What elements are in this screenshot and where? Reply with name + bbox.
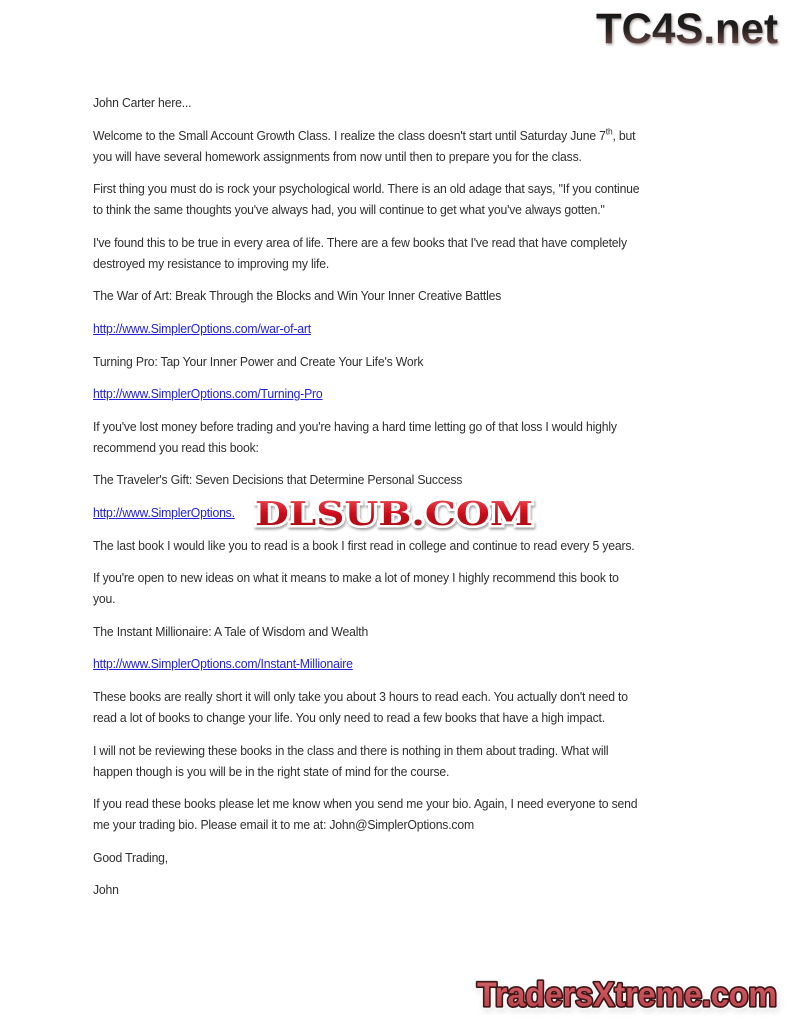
link-paragraph (93, 318, 732, 339)
link-paragraph (93, 383, 732, 404)
paragraph: John Carter here... (93, 95, 192, 110)
paragraph: The Traveler's Gift: Seven Decisions that Determine Personal Success (93, 472, 463, 488)
hyperlink[interactable]: http://www.SimplerOptions.com/Instant-Millionaire (93, 656, 353, 672)
paragraph: John (93, 882, 119, 898)
tc4s-logo-text: TC4S.net (596, 5, 778, 53)
hyperlink[interactable]: http://www.SimplerOptions. (93, 504, 235, 520)
paragraph: If you're open to new ideas on what it means to make a lot of money I highly recommend this book to you. (93, 570, 619, 607)
tc4s-logo (591, 2, 785, 56)
paragraph: I will not be reviewing these books in the class and there is nothing in them about trading. What will happen though is you will be in the right state of mind for the course. (93, 742, 609, 779)
tradersxtreme-logo-text: TradersXtreme.com (477, 976, 777, 1014)
link-paragraph (93, 653, 732, 674)
paragraph: The last book I would like you to read is a book I first read in college and continue to read every 5 years. (93, 537, 635, 553)
dlsub-watermark (247, 488, 543, 536)
paragraph: These books are really short it will only take you about 3 hours to read each. You actually don't need to read a lot of books to change your life. You only need to read a few books that have a high impact. (93, 688, 628, 725)
tradersxtreme-logo (468, 968, 788, 1020)
paragraph: The Instant Millionaire: A Tale of Wisdom and Wealth (93, 623, 369, 639)
dlsub-watermark-text: DLSUB.COM (255, 494, 533, 533)
hyperlink[interactable]: http://www.SimplerOptions.com/Turning-Pro (93, 386, 323, 402)
paragraph: Good Trading, (93, 849, 169, 865)
paragraph: Welcome to the Small Account Growth Class. I realize the class doesn't start until Saturday June 7th, but you will have several homework assignments from now until then to prepare you for the class. (93, 126, 636, 164)
paragraph: If you've lost money before trading and you're having a hard time letting go of that loss I would highly recommend you read this book: (93, 418, 617, 455)
paragraph: I've found this to be true in every area of life. There are a few books that I've read that have completely destroyed my resistance to improving my life. (93, 234, 627, 271)
hyperlink[interactable]: http://www.SimplerOptions.com/war-of-art (93, 320, 311, 336)
superscript: th (605, 126, 613, 137)
paragraph: Turning Pro: Tap Your Inner Power and Create Your Life's Work (93, 353, 424, 369)
paragraph: The War of Art: Break Through the Blocks and Win Your Inner Creative Battles (93, 288, 502, 304)
paragraph: First thing you must do is rock your psychological world. There is an old adage that says, "If you continue to think the same thoughts you've always had, you will continue to get what you've always gotten." (93, 181, 640, 218)
paragraph: If you read these books please let me know when you send me your bio. Again, I need everyone to send me your trading bio. Please email it to me at: John@SimplerOptions.com (93, 796, 638, 833)
